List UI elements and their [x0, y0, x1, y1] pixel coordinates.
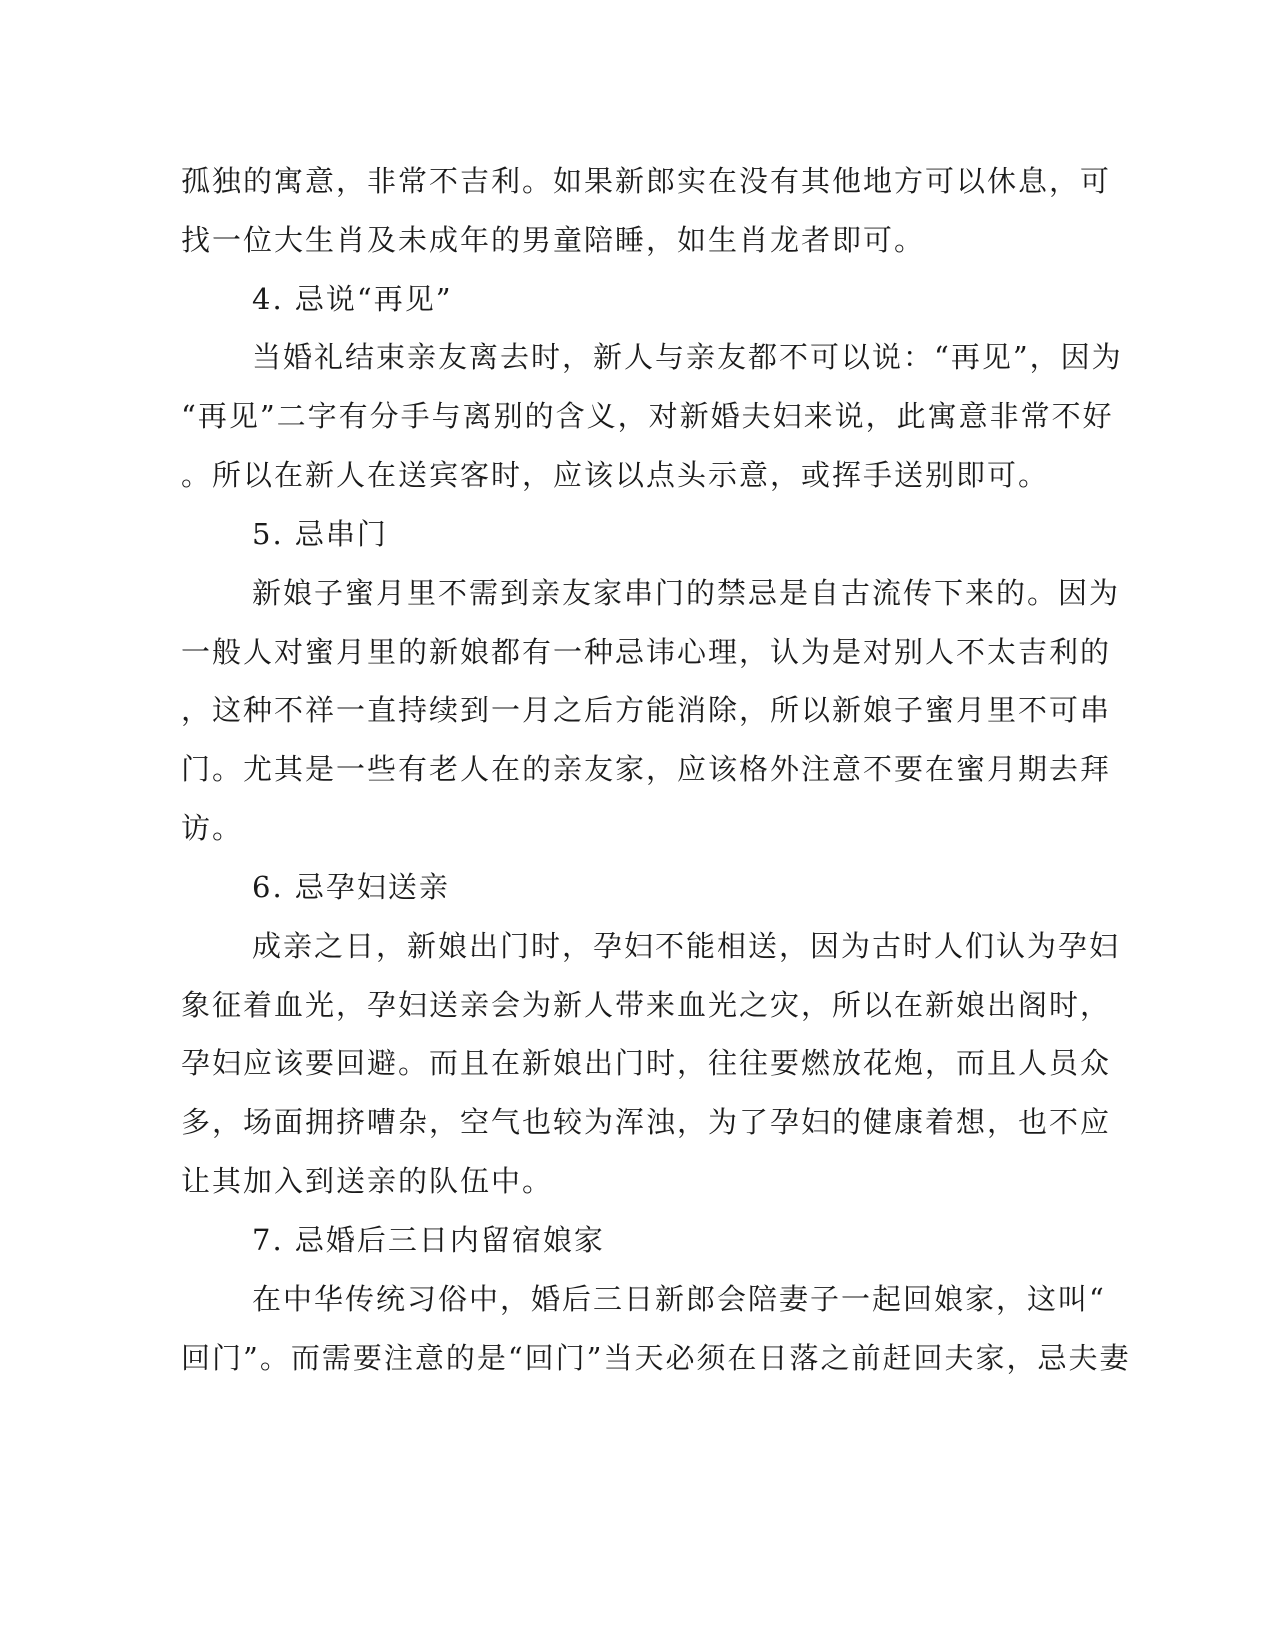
body-text-line: 象征着血光，孕妇送亲会为新人带来血光之灾，所以在新娘出阁时， [181, 988, 1112, 1022]
body-text-line: 多，场面拥挤嘈杂，空气也较为浑浊，为了孕妇的健康着想，也不应 [181, 1105, 1112, 1139]
body-text-line: 新娘子蜜月里不需到亲友家串门的禁忌是自古流传下来的。因为 [252, 576, 1121, 610]
body-text-line: 在中华传统习俗中，婚后三日新郎会陪妻子一起回娘家，这叫“ [252, 1282, 1106, 1316]
body-text-line: ，这种不祥一直持续到一月之后方能消除，所以新娘子蜜月里不可串 [181, 693, 1112, 727]
body-text-line: 当婚礼结束亲友离去时，新人与亲友都不可以说：“再见”，因为 [252, 340, 1123, 374]
body-text-line: 找一位大生肖及未成年的男童陪睡，如生肖龙者即可。 [181, 223, 926, 257]
body-text-line: 让其加入到送亲的队伍中。 [181, 1164, 554, 1198]
body-text-line: 成亲之日，新娘出门时，孕妇不能相送，因为古时人们认为孕妇 [252, 929, 1121, 963]
body-text-line: 孕妇应该要回避。而且在新娘出门时，往往要燃放花炮，而且人员众 [181, 1046, 1112, 1080]
body-text-line: 一般人对蜜月里的新娘都有一种忌讳心理，认为是对别人不太吉利的 [181, 635, 1112, 669]
body-text-line: 孤独的寓意，非常不吉利。如果新郎实在没有其他地方可以休息，可 [181, 164, 1112, 198]
section-heading-4: 4. 忌说“再见” [252, 282, 453, 316]
body-text-line: 回门”。而需要注意的是“回门”当天必须在日落之前赶回夫家，忌夫妻 [181, 1341, 1131, 1375]
section-heading-5: 5. 忌串门 [252, 517, 388, 551]
section-heading-6: 6. 忌孕妇送亲 [252, 870, 450, 904]
body-text-line: “再见”二字有分手与离别的含义，对新婚夫妇来说，此寓意非常不好 [181, 399, 1114, 433]
body-text-line: 访。 [181, 811, 244, 845]
section-heading-7: 7. 忌婚后三日内留宿娘家 [252, 1223, 605, 1257]
body-text-line: 。所以在新人在送宾客时，应该以点头示意，或挥手送别即可。 [181, 458, 1050, 492]
body-text-line: 门。尤其是一些有老人在的亲友家，应该格外注意不要在蜜月期去拜 [181, 752, 1112, 786]
